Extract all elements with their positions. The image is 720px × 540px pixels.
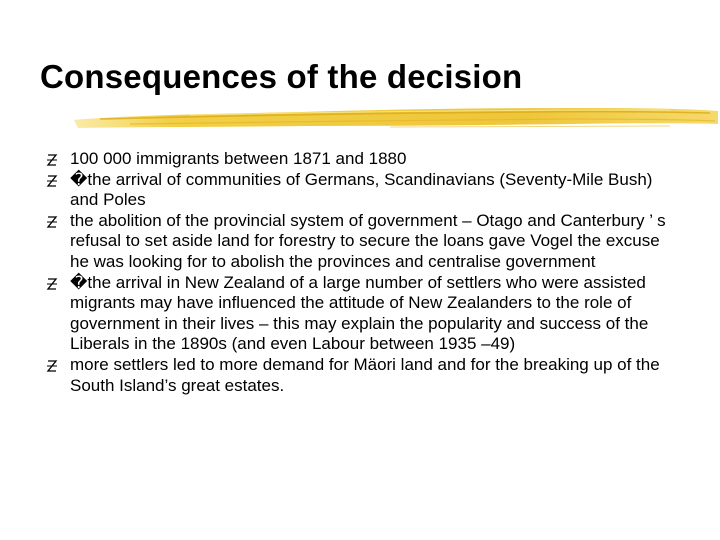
- list-item: [46, 355, 666, 396]
- z-bullet-icon: [46, 215, 58, 229]
- bullet-list: [46, 149, 666, 396]
- list-item: [46, 273, 666, 355]
- z-bullet-icon: [46, 359, 58, 373]
- bullet-text: �the arrival of communities of Germans, Scandinavians (Seventy-Mile Bush) and Poles: [70, 169, 653, 210]
- bullet-text: more settlers led to more demand for Mäori land and for the breaking up of the South Island’s great estates.: [70, 354, 660, 395]
- list-item: [46, 149, 666, 170]
- z-bullet-icon: [46, 277, 58, 291]
- bullet-text: �the arrival in New Zealand of a large number of settlers who were assisted migrants may have influenced the attitude of New Zealanders to the role of government in their lives – this may explain the popularity and success of the Liberals in the 1890s (and even Labour between 1935 –49): [70, 272, 649, 354]
- title-brush-underline: [70, 100, 720, 136]
- z-bullet-icon: [46, 153, 58, 167]
- list-item: [46, 211, 666, 273]
- list-item: [46, 170, 666, 211]
- bullet-text: 100 000 immigrants between 1871 and 1880: [70, 149, 407, 168]
- z-bullet-icon: [46, 174, 58, 188]
- slide-title: Consequences of the decision: [40, 58, 523, 95]
- bullet-text: the abolition of the provincial system of government – Otago and Canterbury ’ s refusal to set aside land for forestry to secure the loans gave Vogel the excuse he was looking for to abolish the provinces and centralise government: [70, 210, 666, 271]
